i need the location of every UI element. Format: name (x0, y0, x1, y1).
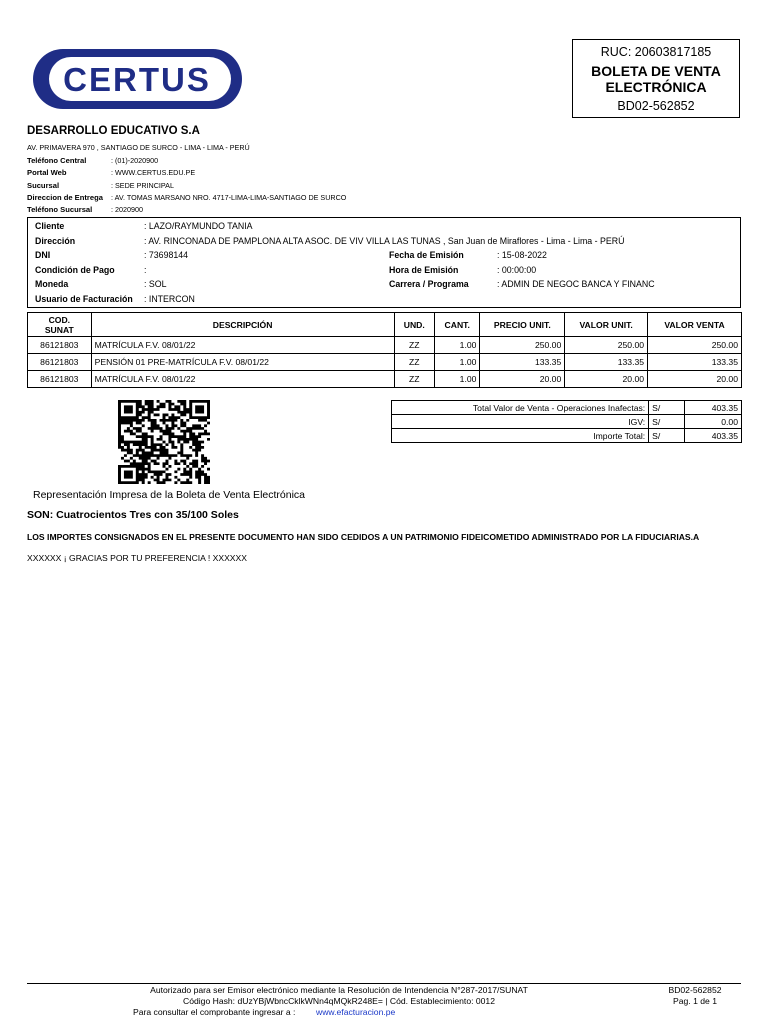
cell-quantity: 1.00 (434, 337, 479, 354)
total-value: 403.35 (685, 401, 742, 415)
info-value: : WWW.CERTUS.EDU.PE (111, 168, 196, 177)
col-header-description: DESCRIPCIÓN (91, 313, 394, 337)
company-info-branch-phone (27, 205, 143, 214)
document-number: BD02-562852 (617, 99, 695, 113)
cell-sale-value: 250.00 (648, 337, 742, 354)
company-info-web (27, 168, 195, 177)
info-value: : AV. TOMAS MARSANO NRO. 4717-LIMA-LIMA-SANTIAGO DE SURCO (111, 193, 347, 202)
payment-label: Condición de Pago (35, 265, 115, 275)
info-label: Direccion de Entrega (27, 193, 103, 202)
ruc-box (572, 39, 740, 118)
cell-code: 86121803 (28, 371, 92, 388)
info-label: Teléfono Sucursal (27, 205, 93, 214)
company-info-branch (27, 181, 174, 190)
date-label: Fecha de Emisión (389, 250, 464, 260)
info-label: Portal Web (27, 168, 67, 177)
amount-in-words: SON: Cuatrocientos Tres con 35/100 Soles (27, 509, 239, 521)
cell-code: 86121803 (28, 354, 92, 371)
cell-description: MATRÍCULA F.V. 08/01/22 (91, 337, 394, 354)
cell-unit-value: 20.00 (565, 371, 648, 388)
user-label: Usuario de Facturación (35, 294, 133, 304)
program-value: : ADMIN DE NEGOC BANCA Y FINANC (497, 279, 655, 289)
cell-unit-price: 20.00 (480, 371, 565, 388)
cell-unit-value: 133.35 (565, 354, 648, 371)
cell-sale-value: 133.35 (648, 354, 742, 371)
currency-label: Moneda (35, 279, 69, 289)
cell-description: MATRÍCULA F.V. 08/01/22 (91, 371, 394, 388)
total-label: Total Valor de Venta - Operaciones Inafectas: (392, 401, 649, 415)
totals-row-total (392, 429, 742, 443)
cell-unit: ZZ (394, 337, 434, 354)
payment-condition: : (144, 265, 147, 275)
table-row (28, 371, 742, 388)
table-header-row (28, 313, 742, 337)
qr-code (118, 400, 210, 484)
table-row (28, 354, 742, 371)
info-label: Teléfono Central (27, 156, 87, 165)
total-label: Importe Total: (392, 429, 649, 443)
totals-row-subtotal (392, 401, 742, 415)
company-info-phone (27, 156, 158, 165)
certus-logo (33, 49, 242, 109)
total-value: 403.35 (685, 429, 742, 443)
representation-text: Representación Impresa de la Boleta de Venta Electrónica (33, 489, 306, 501)
cell-quantity: 1.00 (434, 354, 479, 371)
cell-unit: ZZ (394, 371, 434, 388)
footer-document-number: BD02-562852 (668, 985, 722, 995)
issue-date: : 15-08-2022 (497, 250, 547, 260)
table-row (28, 337, 742, 354)
company-info-delivery (27, 193, 346, 202)
total-currency: S/ (649, 429, 685, 443)
document-type-line1: BOLETA DE VENTA (591, 63, 721, 79)
document-type (573, 63, 739, 95)
totals-row-igv (392, 415, 742, 429)
client-name: : LAZO/RAYMUNDO TANIA (144, 221, 253, 231)
total-value: 0.00 (685, 415, 742, 429)
program-label: Carrera / Programa (389, 279, 469, 289)
info-label: Sucursal (27, 181, 60, 190)
consult-link[interactable]: www.efacturacion.pe (316, 1007, 396, 1017)
cell-quantity: 1.00 (434, 371, 479, 388)
total-label: IGV: (392, 415, 649, 429)
time-label: Hora de Emisión (389, 265, 459, 275)
client-dni: : 73698144 (144, 250, 189, 260)
cell-sale-value: 20.00 (648, 371, 742, 388)
authorization-line: Autorizado para ser Emisor electrónico mediante la Resolución de Intendencia N°287-2017/SUNAT (150, 985, 528, 995)
company-name: DESARROLLO EDUCATIVO S.A (27, 125, 200, 137)
total-currency: S/ (649, 415, 685, 429)
col-header-quantity: CANT. (434, 313, 479, 337)
cell-description: PENSIÓN 01 PRE-MATRÍCULA F.V. 08/01/22 (91, 354, 394, 371)
cell-unit-value: 250.00 (565, 337, 648, 354)
dni-label: DNI (35, 250, 51, 260)
address-label: Dirección (35, 236, 76, 246)
items-table (27, 312, 742, 388)
hash-line: Código Hash: dUzYBjWbncCklkWNn4qMQkR248E= | Cód. Establecimiento: 0012 (183, 995, 495, 1006)
col-header-unit: UND. (394, 313, 434, 337)
billing-user: : INTERCON (144, 294, 195, 304)
col-header-sale-value: VALOR VENTA (648, 313, 742, 337)
footer-authorization (139, 985, 539, 1006)
cell-code: 86121803 (28, 337, 92, 354)
total-currency: S/ (649, 401, 685, 415)
footer-page-info (650, 985, 740, 1006)
document-type-line2: ELECTRÓNICA (605, 79, 707, 95)
consult-label: Para consultar el comprobante ingresar a : (133, 1007, 296, 1017)
client-address: : AV. RINCONADA DE PAMPLONA ALTA ASOC. DE VIV VILLA LAS TUNAS , San Juan de Miraflores - Lima - Lima - PERÚ (144, 236, 625, 246)
info-value: : (01)-2020900 (111, 156, 159, 165)
logo-text: CERTUS (63, 61, 211, 98)
col-header-unit-value: VALOR UNIT. (565, 313, 648, 337)
legal-notice: LOS IMPORTES CONSIGNADOS EN EL PRESENTE DOCUMENTO HAN SIDO CEDIDOS A UN PATRIMONIO FIDEICOMETIDO ADMINISTRADO POR LA FIDUCIARIAS.A (27, 532, 700, 542)
totals-table (391, 400, 742, 443)
cell-unit: ZZ (394, 354, 434, 371)
col-header-cod-sunat: COD. SUNAT (28, 313, 92, 337)
issue-time: : 00:00:00 (497, 265, 537, 275)
cell-unit-price: 250.00 (480, 337, 565, 354)
footer-divider (27, 983, 741, 984)
info-value: : SEDE PRINCIPAL (111, 181, 174, 190)
client-label: Cliente (35, 221, 65, 231)
info-value: : 2020900 (111, 205, 143, 214)
currency-value: : SOL (144, 279, 167, 289)
client-info-box (27, 217, 741, 308)
col-header-unit-price: PRECIO UNIT. (480, 313, 565, 337)
cell-unit-price: 133.35 (480, 354, 565, 371)
page-number: Pag. 1 de 1 (673, 995, 717, 1006)
ruc-number: RUC: 20603817185 (600, 45, 712, 59)
thanks-message: XXXXXX ¡ GRACIAS POR TU PREFERENCIA ! XXXXXX (27, 553, 247, 563)
company-address: AV. PRIMAVERA 970 , SANTIAGO DE SURCO - LIMA - LIMA - PERÚ (27, 143, 250, 152)
qr-pattern (118, 400, 210, 484)
